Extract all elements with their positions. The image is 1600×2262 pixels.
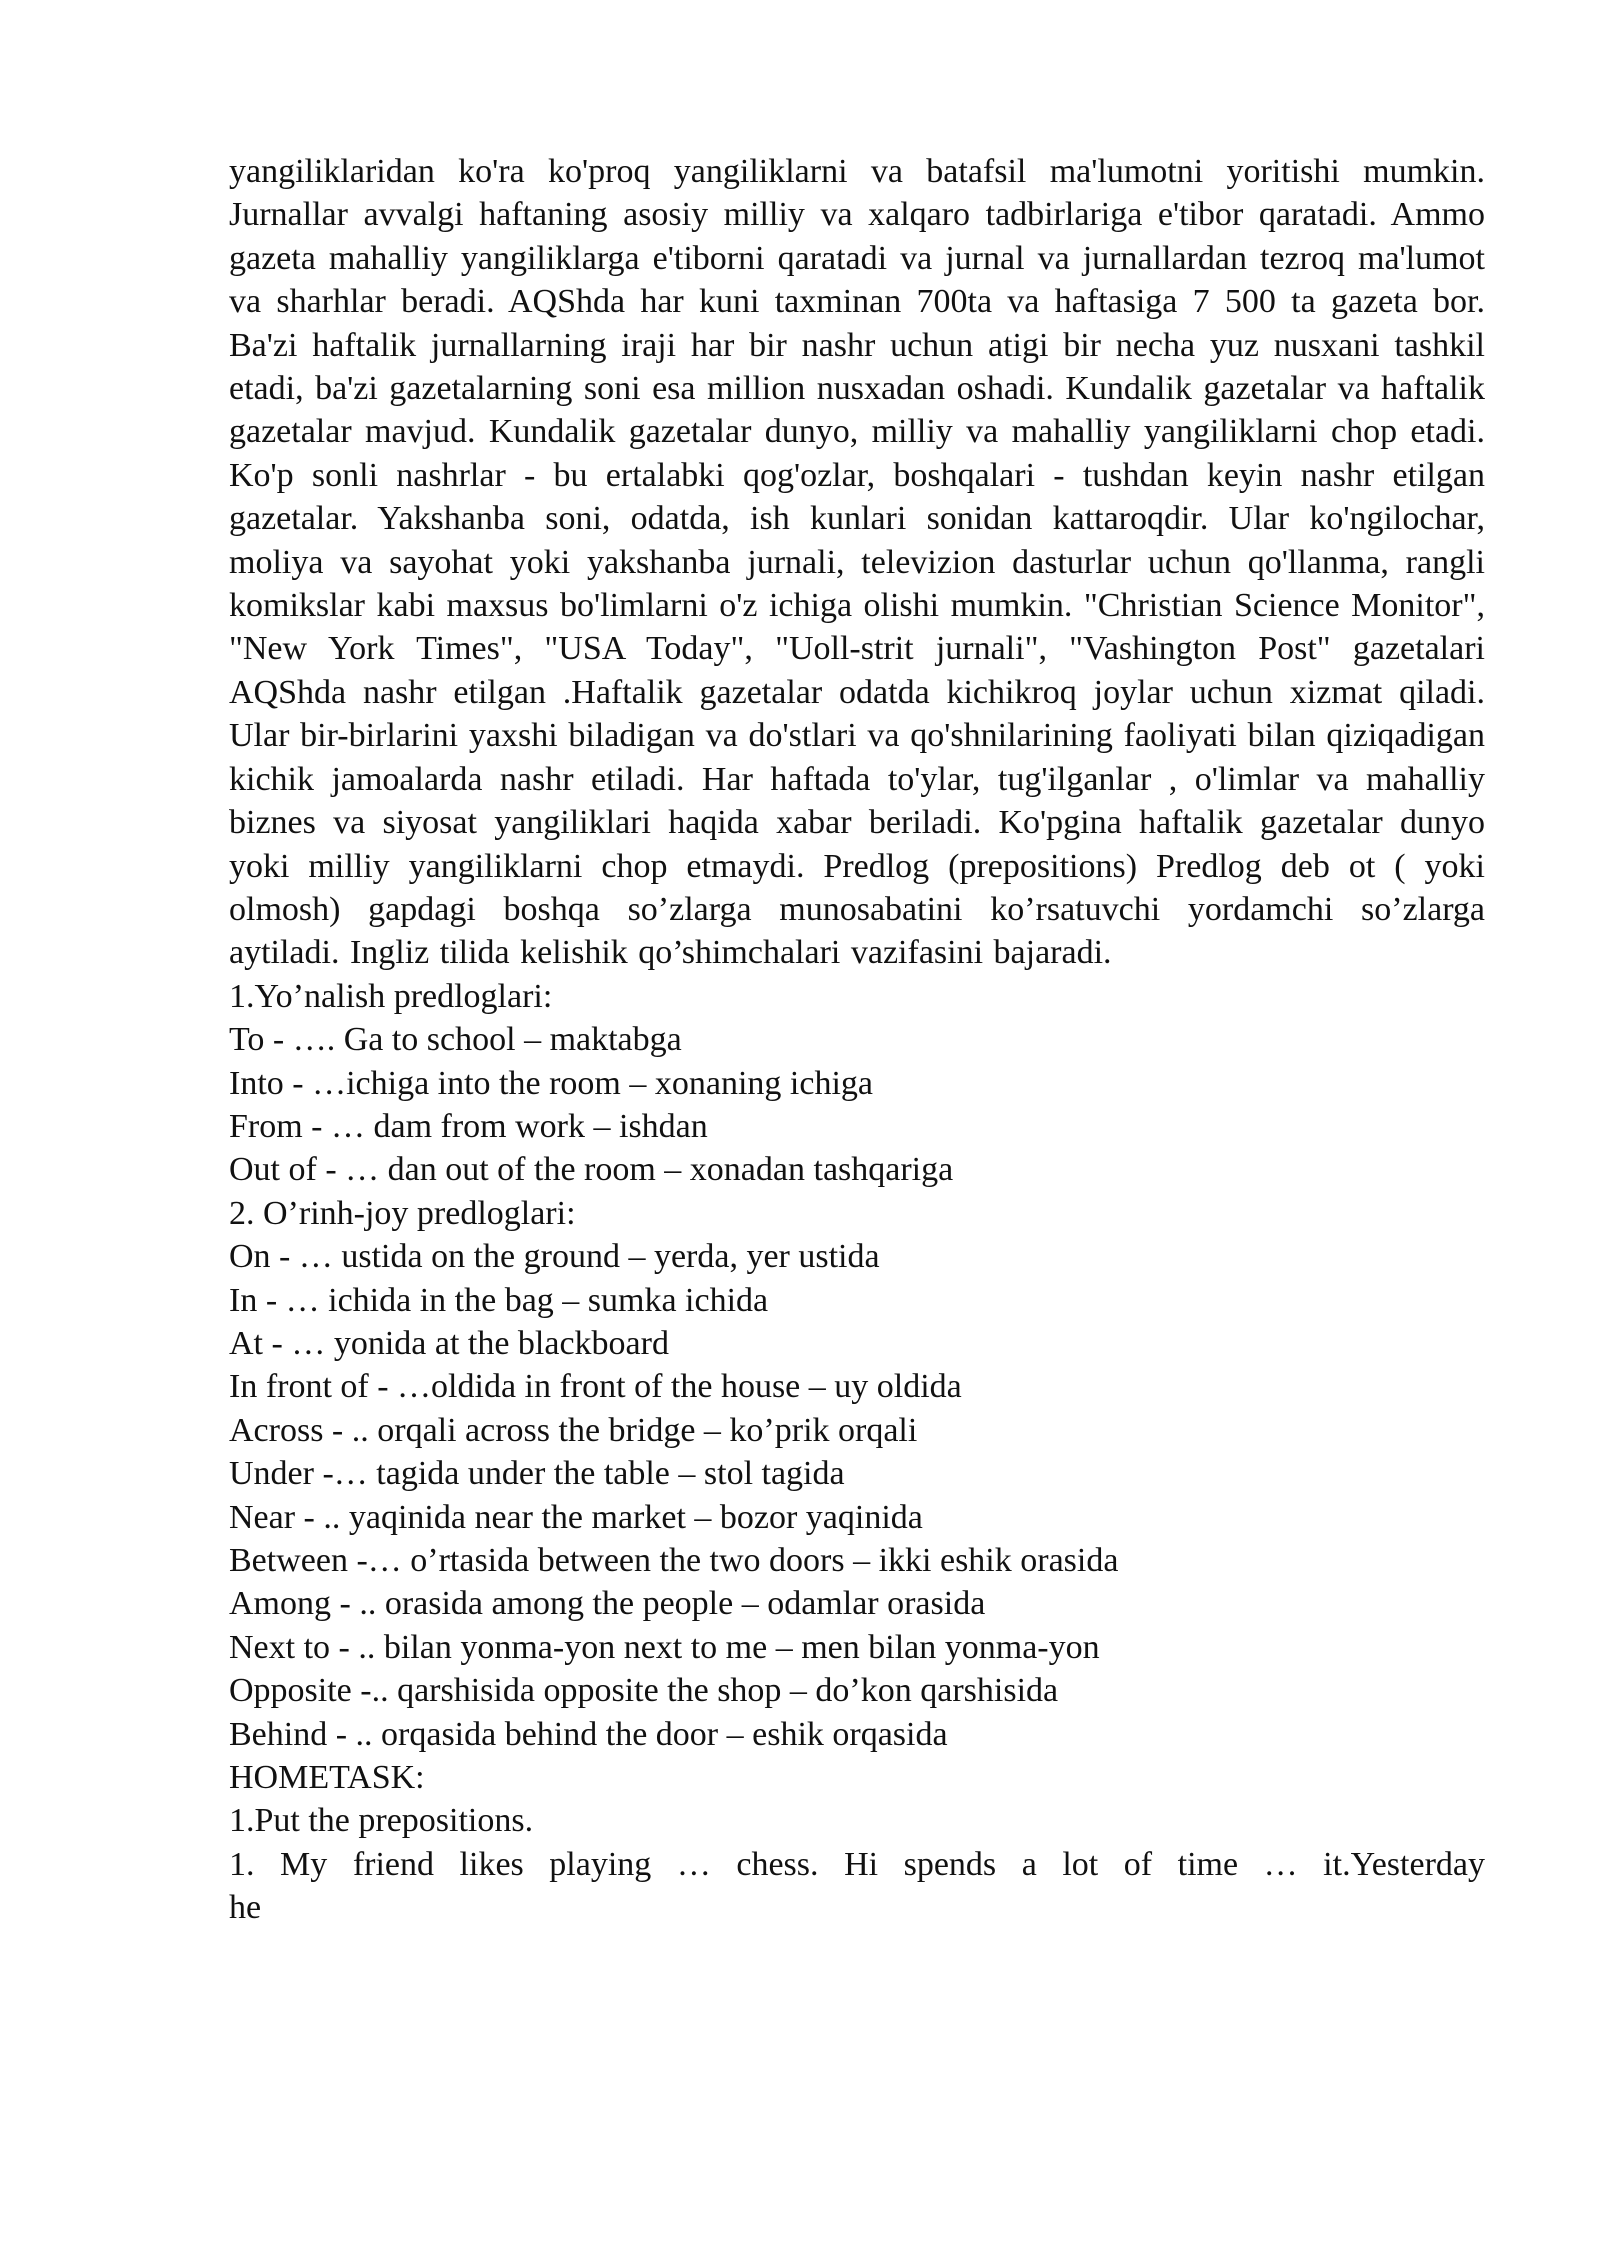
list-item: In front of - …oldida in front of the house – uy oldida (229, 1368, 962, 1406)
list-item: Opposite -.. qarshisida opposite the shop – do’kon qarshisida (229, 1672, 1059, 1710)
hometask-heading: HOMETASK: (229, 1759, 425, 1797)
list-item: On - … ustida on the ground – yerda, yer ustida (229, 1238, 880, 1276)
document-page (229, 150, 1485, 1930)
list-item: At - … yonida at the blackboard (229, 1324, 669, 1362)
hometask-instruction: 1.Put the prepositions. (229, 1802, 534, 1840)
list-item: Behind - .. orqasida behind the door – eshik orqasida (229, 1715, 948, 1753)
hometask-section (229, 1756, 1485, 1930)
list-item: Into - …ichiga into the room – xonaning ichiga (229, 1064, 873, 1102)
list-item: Next to - .. bilan yonma-yon next to me – men bilan yonma-yon (229, 1628, 1100, 1666)
list-item: Out of - … dan out of the room – xonadan tashqariga (229, 1151, 954, 1189)
list-item: Across - .. orqali across the bridge – ko’prik orqali (229, 1411, 918, 1449)
list-item: Near - .. yaqinida near the market – bozor yaqinida (229, 1498, 923, 1536)
list-item: Among - .. orasida among the people – odamlar orasida (229, 1585, 986, 1623)
place-prepositions-section (229, 1192, 1485, 1756)
section-heading: 2. O’rinh-joy predloglari: (229, 1194, 576, 1232)
exercise-text: 1. My friend likes playing … chess. Hi spends a lot of time … it.Yesterday he (229, 1845, 1485, 1927)
list-item: From - … dam from work – ishdan (229, 1107, 708, 1145)
list-item: In - … ichida in the bag – sumka ichida (229, 1281, 769, 1319)
intro-paragraph: yangiliklaridan ko'ra ko'proq yangiliklarni va batafsil ma'lumotni yoritishi mumkin. Jurnallar avvalgi haftaning asosiy milliy va xalqaro tadbirlariga e'tibor qaratadi. Ammo gazeta mahalliy yangiliklarga e'tiborni qaratadi va jurnal va jurnallardan tezroq ma'lumot va sharhlar beradi. AQShda har kuni taxminan 700ta va haftasiga 7 500 ta gazeta bor. Ba'zi haftalik jurnallarning iraji har bir nashr uchun atigi bir necha yuz nusxani tashkil etadi, ba'zi gazetalarning soni esa million nusxadan oshadi. Kundalik gazetalar va haftalik gazetalar mavjud. Kundalik gazetalar dunyo, milliy va mahalliy yangiliklarni chop etadi. Ko'p sonli nashrlar - bu ertalabki qog'ozlar, boshqalari - tushdan keyin nashr etilgan gazetalar. Yakshanba soni, odatda, ish kunlari sonidan kattaroqdir. Ular ko'ngilochar, moliya va sayohat yoki yakshanba jurnali, televizion dasturlar uchun qo'llanma, rangli komikslar kabi maxsus bo'limlarni o'z ichiga olishi mumkin. "Christian Science Monitor", "New York Times", "USA Today", "Uoll-strit jurnali", "Vashington Post" gazetalari AQShda nashr etilgan .Haftalik gazetalar odatda kichikroq joylar uchun xizmat qiladi. Ular bir-birlarini yaxshi biladigan va do'stlari va qo'shnilarining faoliyati bilan qiziqadigan kichik jamoalarda nashr etiladi. Har haftada to'ylar, tug'ilganlar , o'limlar va mahalliy biznes va siyosat yangiliklari haqida xabar beriladi. Ko'pgina haftalik gazetalar dunyo yoki milliy yangiliklarni chop etmaydi. Predlog (prepositions) Predlog deb ot ( yoki olmosh) gapdagi boshqa so’zlarga munosabatini ko’rsatuvchi yordamchi so’zlarga aytiladi. Ingliz tilida kelishik qo’shimchalari vazifasini bajaradi. (229, 153, 1485, 972)
section-heading: 1.Yo’nalish predloglari: (229, 977, 553, 1015)
list-item: Under -… tagida under the table – stol tagida (229, 1455, 845, 1493)
direction-prepositions-section (229, 975, 1485, 1192)
list-item: To - …. Ga to school – maktabga (229, 1021, 682, 1059)
list-item: Between -… o’rtasida between the two doors – ikki eshik orasida (229, 1542, 1119, 1579)
